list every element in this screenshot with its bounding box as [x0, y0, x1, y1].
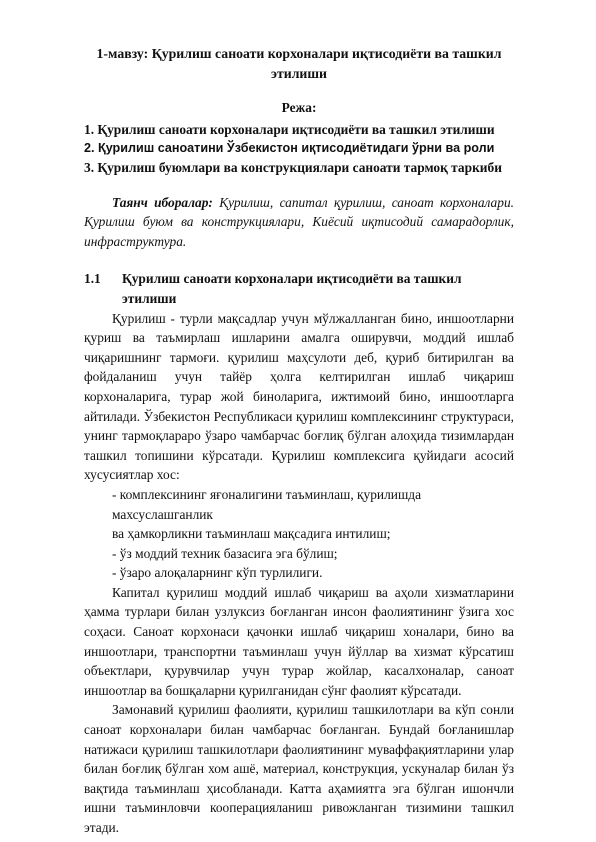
- plan-list: [84, 120, 514, 177]
- section-heading: [84, 269, 514, 308]
- keywords-label: Таянч иборалар:: [112, 194, 213, 210]
- paragraph-3: Замонавий қурилиш фаолияти, қурилиш ташкилотлари ва кўп сонли саноат корхоналари билан чамбарчас боғланган. Бундай боғланишлар натижаси қурилиш ташкилотлари фаолиятининг муваффақиятларини улар билан боғлиқ бўлган хом ашё, материал, конструкция, ускуналар билан ўз вақтида таъминлаш ҳисобланади. Катта аҳамиятга эга бўлган ишончли ишни таъминловчи кооперацияланиш ривожланган тизимини ташкил этади.: [84, 702, 514, 835]
- document-title: 1-мавзу: Қурилиш саноати корхоналари иқтисодиёти ва ташкил этилиши: [96, 46, 502, 81]
- list-item: - комплексининг яғоналигини таъминлаш, қурилишда махсуслашганлик: [112, 486, 422, 522]
- section-number: 1.1: [84, 271, 101, 287]
- list-item: - ўз моддий техник базасига эга бўлиш;: [112, 545, 338, 561]
- plan-heading: Режа:: [281, 100, 317, 115]
- section-title: Қурилиш саноати корхоналари иқтисодиёти ва ташкил этилиши: [122, 271, 462, 306]
- keywords-text: Қурилиш, сапитал қурилиш, саноат корхоналари. Қурилиш буюм ва конструкциялари, Киёсий иқтисодий самарадорлик, инфраструктура.: [84, 194, 514, 249]
- plan-item-1: 1. Қурилиш саноати корхоналари иқтисодиёти ва ташкил этилиши: [84, 121, 495, 137]
- list-item: ва ҳамкорликни таъминлаш мақсадига интилиш;: [112, 526, 391, 542]
- keywords-paragraph: [84, 193, 514, 252]
- plan-item-2: 2. Қурилиш саноатини Ўзбекистон иқтисодиётидаги ўрни ва роли: [84, 140, 495, 155]
- paragraph-1: Қурилиш - турли мақсадлар учун мўлжалланган бино, иншоотларни қуриш ва таъмирлаш ишларини амалга оширувчи, моддий ишлаб чиқаришнинг тармоғи. қурилиш маҳсулоти деб, қуриб битирилган ва фойдаланиш учун тайёр ҳолга келтирилган ишлаб чиқариш корхоналарига, турар жой биноларига, ижтимоий бино, иншоотларга айтилади. Ўзбекистон Республикаси қурилиш комплексининг структураси, унинг тармоқлараро ўзаро чамбарчас боғлиқ бўлган алоҳида тизимлардан ташкил топишини кўрсатади. Қурилиш комплексига қуйидаги асосий хусусиятлар хос:: [84, 310, 514, 483]
- paragraph-2: Капитал қурилиш моддий ишлаб чиқариш ва аҳоли хизматларини ҳамма турлари билан узлуксиз боғланган инсон фаолиятининг ўзига хос соҳаси. Саноат корхонаси қачонки ишлаб чиқариш хоналари, бино ва иншоотлари, транспортни таъминлаш учун йўллар ва хизмат кўрсатиш объектлари, қурувчилар учун турар жойлар, касалхоналар, саноат иншоотлар ва бошқаларни қурилганидан сўнг фаолият кўрсатади.: [84, 584, 514, 698]
- plan-item-3: 3. Қурилиш буюмлари ва конструкциялари саноати тармоқ таркиби: [84, 159, 502, 175]
- list-item: - ўзаро алоқаларнинг кўп турлилиги.: [112, 565, 323, 581]
